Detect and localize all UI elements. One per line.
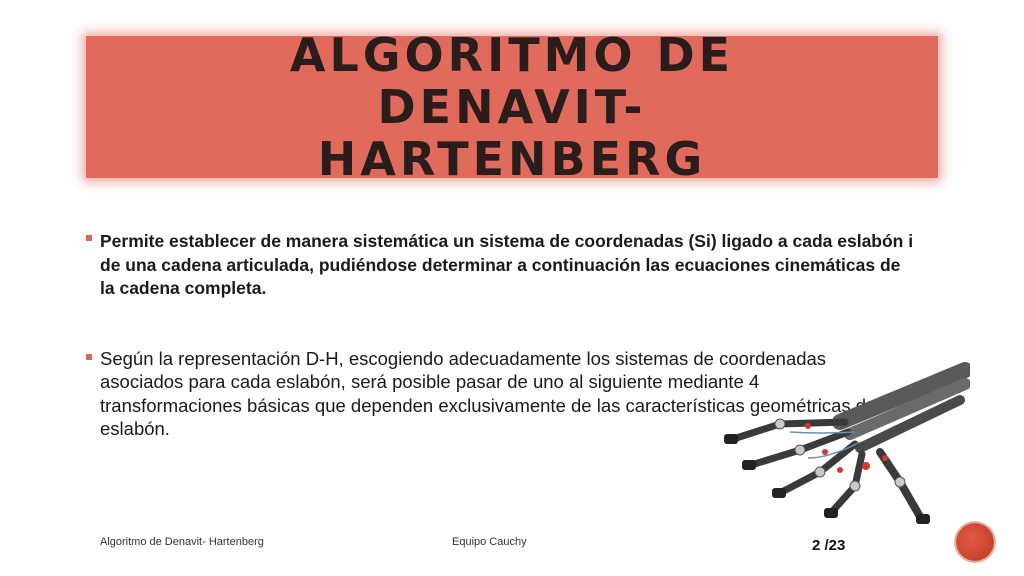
bullet-text-1: Permite establecer de manera sistemática un sistema de coordenadas (Si) ligado a cada eslabón i de una cadena articulada, pudiéndose determinar a continuación las ecuaciones cinemáticas de la cadena completa. (100, 231, 914, 298)
footer-team-name: Equipo Cauchy (452, 536, 527, 548)
circle-badge-icon (956, 523, 994, 561)
footer-presentation-title: Algoritmo de Denavit- Hartenberg (100, 536, 264, 548)
slide-title: ALGORITMO DE DENAVIT-HARTENBERG (289, 28, 735, 186)
title-banner (86, 28, 938, 186)
bullet-text-2: Según la representación D-H, escogiendo adecuadamente los sistemas de coordenadas asociados para cada eslabón, será posible pasar de uno al siguiente mediante 4 transformaciones básicas que dependen exclusivamente de las características geométricas del eslabón. (100, 347, 881, 439)
robot-hand-icon (690, 362, 970, 530)
bullet-marker-icon (86, 235, 92, 241)
bullet-marker-icon (86, 354, 92, 360)
bullet-item-1 (86, 230, 916, 301)
page-number: 2 /23 (812, 537, 846, 554)
